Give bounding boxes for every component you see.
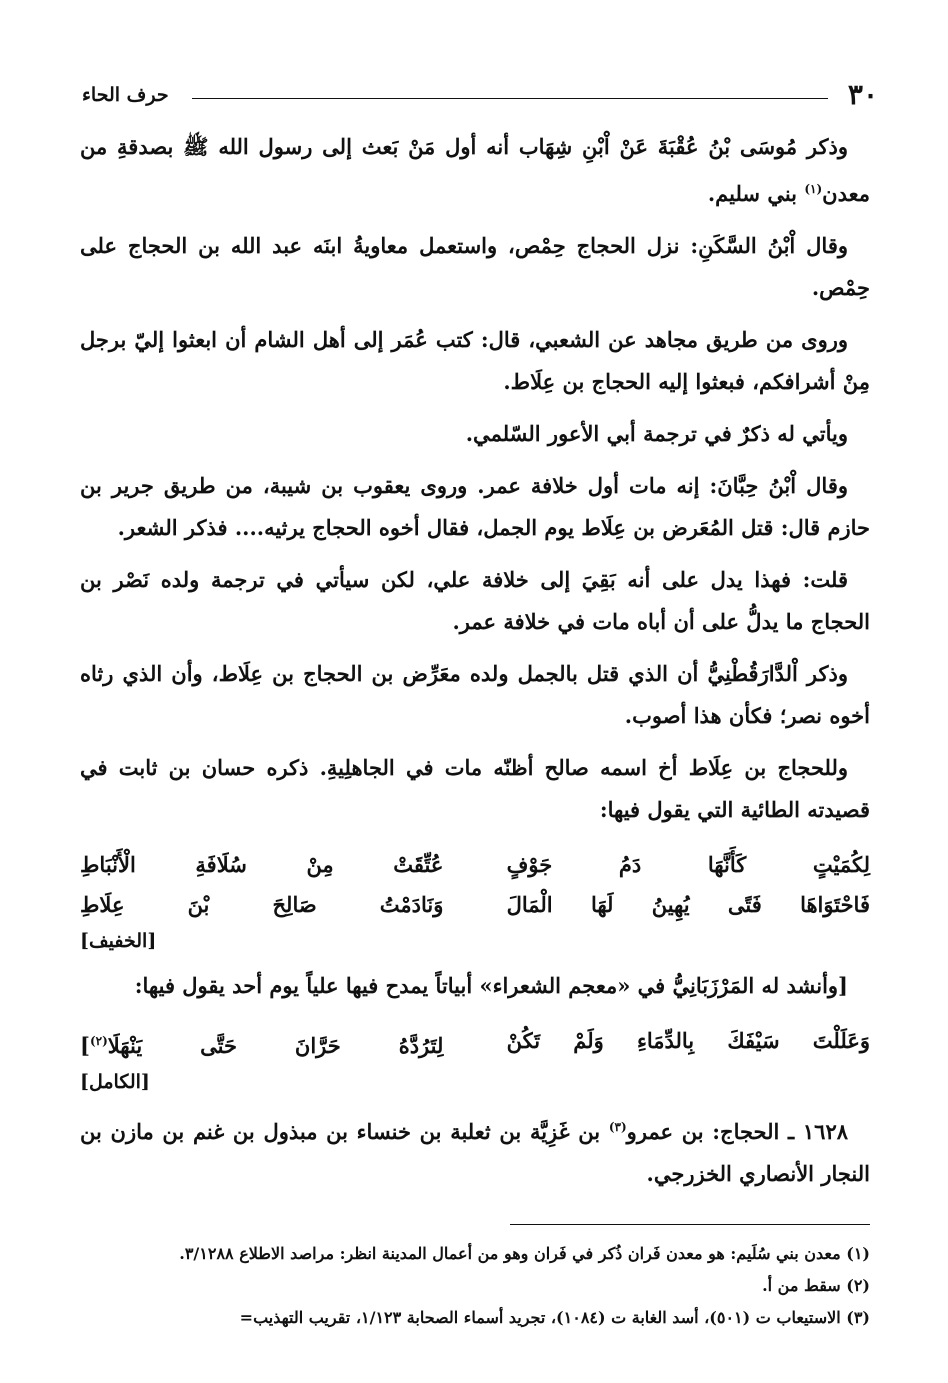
verse	[80, 885, 870, 925]
paragraph: [وأنشد له المَرْزَبَانِيُّ في «معجم الشعراء» أبياتاً يمدح فيها علياً يوم أحد يقول فيها:	[134, 973, 848, 998]
paragraph: ويأتي له ذكرٌ في ترجمة أبي الأعور السّلمي.	[465, 421, 848, 446]
verse	[80, 1021, 870, 1066]
footnote-marker: (٣)	[608, 1120, 627, 1134]
poem-khafif	[80, 845, 870, 957]
verse-second-hemistich: لِتَرُدَّهُ حَرَّانَ حَتَّى يَنْهَلَا$^{(٢)}$]	[80, 1033, 444, 1058]
footnote-marker: (١)	[804, 182, 823, 196]
entry-heading: ١٦٢٨ ـ الحجاج:	[712, 1119, 849, 1144]
paragraph: وقال اْبْنُ حِبَّانَ: إنه مات أول خلافة عمر. وروى يعقوب بن شيبة، من طريق جرير بن حازم قال: قتل المُعَرض بن عِلَاط يوم الجمل، فقال أخوه الحجاج يرثيه.... فذكر الشعر.	[80, 473, 870, 540]
footnote: (٣) الاستيعاب ت (٥٠١)، أسد الغابة ت (١٠٨٤)، تجريد أسماء الصحابة ١/١٢٣، تقريب التهذيب=	[239, 1308, 870, 1327]
verse-second-hemistich: عُتِّقَتْ مِنْ سُلَافَةِ الْأَنْبَاطِ	[80, 852, 444, 877]
paragraph: وذكر اْلدَّارَقُطْنِيُّ أن الذي قتل بالجمل ولده معَرِّض بن الحجاج بن عِلَاط، وأن الذي رثاه أخوه نصر؛ فكأن هذا أصوب.	[80, 661, 870, 728]
paragraph: وقال اْبْنُ السَّكَنِ: نزل الحجاج حِمْص، واستعمل معاويةُ ابنَه عبد الله بن الحجاج على حِمْص.	[80, 233, 870, 300]
verse-first-hemistich: وَعَلَلْتَ سَيْفَكَ بِالدِّمَاءِ وَلَمْ تَكُنْ	[506, 1028, 870, 1053]
page-number: ٣٠	[847, 78, 878, 111]
verse-first-hemistich: فَاحْتَوَاهَا فَتًى يُهِينُ لَهَا الْمَالَ	[506, 892, 870, 917]
meter-label: [الخفيف]	[80, 930, 157, 952]
paragraph: وروى من طريق مجاهد عن الشعبي، قال: كتب عُمَر إلى أهل الشام أن ابعثوا إليّ برجل مِنْ أشرافكم، فبعثوا إليه الحجاج بن عِلَاط.	[80, 327, 870, 394]
page-header	[82, 78, 878, 118]
main-text	[80, 126, 870, 1205]
footnotes	[78, 1238, 870, 1334]
poem-kamil	[80, 1021, 870, 1098]
footnote: (٢) سقط من أ.	[762, 1276, 870, 1295]
verse	[80, 845, 870, 885]
paragraph: قلت: فهذا يدل على أنه بَقِيَ إلى خلافة علي، لكن سيأتي في ترجمة ولده نَصْر بن الحجاج ما يدلُّ على أن أباه مات في خلافة عمر.	[80, 567, 870, 634]
header-rule	[192, 98, 828, 99]
paragraph: وللحجاج بن عِلَاط أخ اسمه صالح أظنّه مات في الجاهلِيةِ. ذكره حسان بن ثابت في قصيدته الطائية التي يقول فيها:	[80, 755, 870, 822]
running-head: حرف الحاء	[82, 84, 169, 106]
verse-first-hemistich: لِكُمَيْتٍ كَأَنَّهَا دَمُ جَوْفٍ	[506, 852, 870, 877]
footnote: (١) معدن بني سُلَيم: هو معدن فَران ذُكر في فَران وهو من أعمال المدينة انظر: مراصد الاطلاع ٣/١٢٨٨.	[179, 1244, 870, 1263]
verse-second-hemistich: وَنَادَمْتُ صَالِحَ بْنَ عِلَاطِ	[80, 892, 444, 917]
paragraph: وذكر مُوسَى بْنُ عُقْبَةَ عَنْ اْبْنِ شِهَاب أنه أول مَنْ بَعث إلى رسول الله ﷺ بصدقةِ من معدن$^{(١)}$ بني سليم.	[80, 134, 870, 206]
meter-label: [الكامل]	[80, 1071, 150, 1093]
footnote-separator	[510, 1224, 870, 1225]
entry-1628: ١٦٢٨ ـ الحجاج: بن عمرو$^{(٣)}$ بن غَزِيَّة بن ثعلبة بن خنساء بن مبذول بن غنم بن مازن بن النجار الأنصاري الخزرجي.	[80, 1119, 870, 1186]
footnote-marker: (٢)	[89, 1034, 108, 1048]
